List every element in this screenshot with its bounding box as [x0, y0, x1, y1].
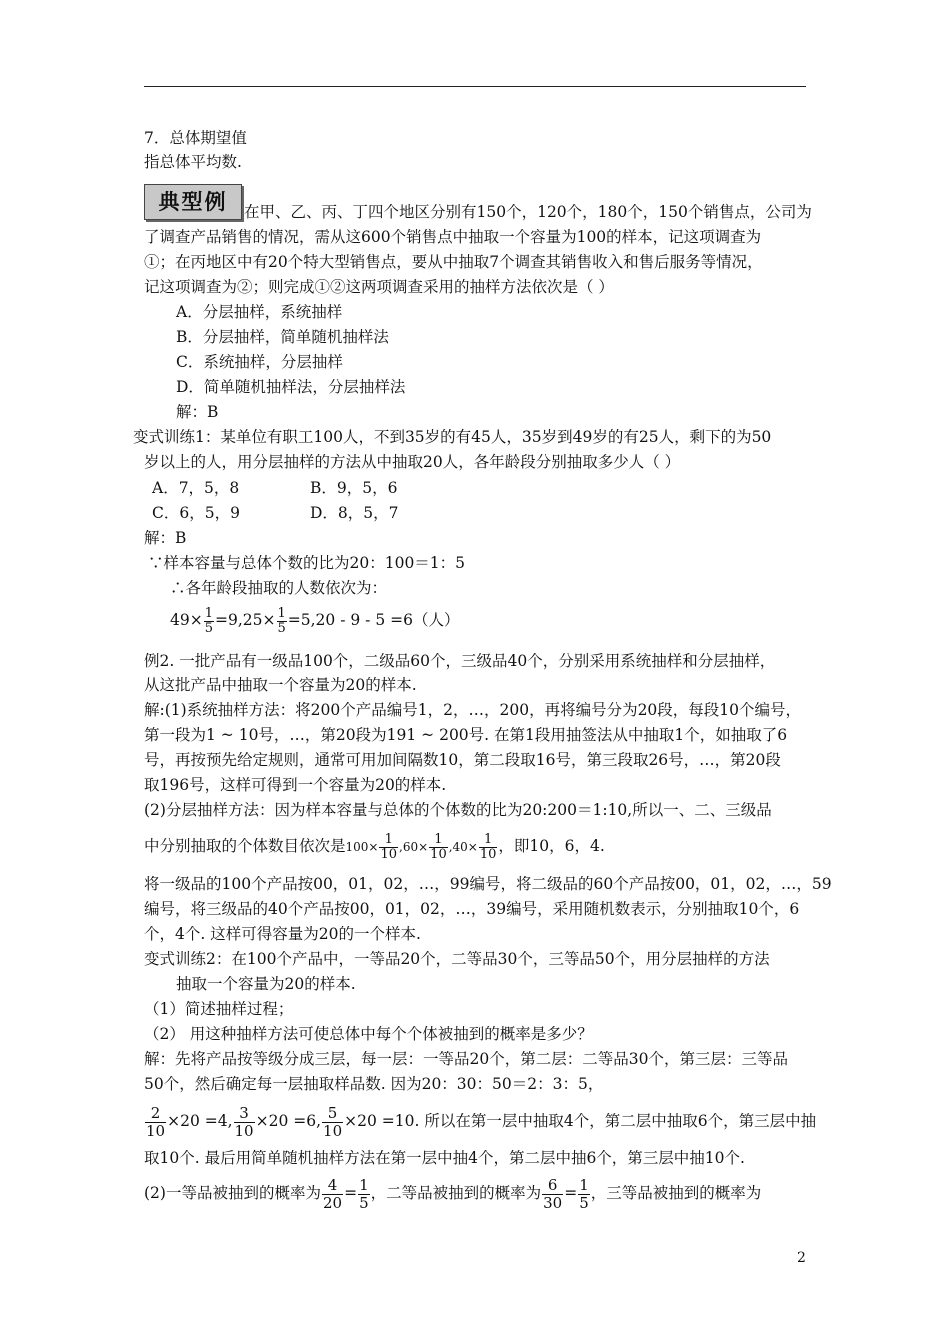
fraction: [578, 1177, 590, 1212]
ex1-option-d: D．简单随机抽样法，分层抽样法: [176, 378, 406, 396]
formula-text: ×20 =10: [344, 1112, 415, 1130]
var1-formula: [170, 603, 459, 637]
formula-text: ，即10，6，4.: [498, 837, 605, 855]
ex1-answer: 解：B: [176, 403, 219, 421]
ex1-line3: ①；在丙地区中有20个特大型销售点，要从中抽取7个调查其销售收入和售后服务等情况，: [144, 253, 763, 271]
fraction: [322, 1105, 343, 1140]
fraction-numerator: 3: [234, 1105, 255, 1123]
fraction-denominator: 10: [479, 846, 497, 862]
fraction: [479, 833, 498, 862]
fraction-denominator: 5: [579, 1193, 589, 1212]
formula-text: ，三等品被抽到的概率为: [590, 1184, 762, 1202]
fraction: [542, 1177, 563, 1212]
fraction: [234, 1105, 255, 1140]
ex2-solution-line6: [144, 829, 605, 864]
fraction-numerator: 1: [277, 605, 286, 621]
var2-equation-line: [144, 1101, 816, 1141]
fraction: [429, 833, 448, 862]
fraction: [379, 833, 398, 862]
ex2-solution-line4: 取196号，这样可得到一个容量为20的样本.: [144, 776, 447, 794]
ex2-solution-line9: 个，4个. 这样可得容量为20的一个样本.: [144, 925, 421, 943]
fraction: [204, 607, 214, 636]
ex1-option-a: A．分层抽样，系统抽样: [176, 303, 343, 321]
fraction-denominator: 20: [322, 1193, 343, 1212]
fraction: [277, 607, 287, 636]
formula-text: ，二等品被抽到的概率为: [370, 1184, 542, 1202]
item7-desc: 指总体平均数.: [144, 153, 242, 171]
fraction-numerator: 1: [379, 833, 398, 848]
formula-text: ,40×: [448, 840, 478, 854]
fraction-denominator: 5: [277, 620, 286, 636]
item7-title: 7．总体期望值: [144, 129, 247, 147]
var2-question2: （2） 用这种抽样方法可使总体中每个个体被抽到的概率是多少？: [144, 1025, 593, 1043]
page-number: 2: [797, 1250, 806, 1266]
var2-answer-line1: 解：先将产品按等级分成三层，每一层：一等品20个，第二层：二等品30个，第三层：三等品: [144, 1050, 788, 1068]
ex1-option-b: B．分层抽样，简单随机抽样法: [176, 328, 389, 346]
formula-text: =: [564, 1184, 578, 1202]
var1-option-c: C．6，5，9: [152, 504, 240, 522]
ex2-solution-line8: 编号，将三级品的40个产品按00，01，02，…，39编号，采用随机数表示，分别抽取10个，6: [144, 900, 800, 918]
ex1-line2: 了调查产品销售的情况，需从这600个销售点中抽取一个容量为100的样本，记这项调查为: [144, 228, 762, 246]
formula-text: ×20 =4,: [167, 1112, 233, 1130]
var2-line1: 变式训练2：在100个产品中，一等品20个，二等品30个，三等品50个，用分层抽样的方法: [144, 950, 770, 968]
fraction-numerator: 1: [359, 1175, 369, 1194]
formula-text: 中分别抽取的个体数目依次是: [144, 837, 346, 855]
fraction-denominator: 10: [146, 1121, 166, 1140]
fraction-numerator: 5: [322, 1105, 343, 1123]
fraction-denominator: 5: [359, 1193, 369, 1212]
fraction-numerator: 1: [429, 833, 448, 848]
ex2-solution-line3: 号，再按预先给定规则，通常可用加间隔数10，第二段取16号，第三段取26号，…，第20段: [144, 751, 781, 769]
var2-line2: 抽取一个容量为20的样本.: [176, 975, 356, 993]
ex2-solution-line1: 解:(1)系统抽样方法：将200个产品编号1，2，…，200，再将编号分为20段，每段10个编号，: [144, 701, 802, 719]
ex2-solution-line7: 将一级品的100个产品按00，01，02，…，99编号，将二级品的60个产品按00，01，02，…，59: [144, 875, 832, 893]
var1-option-a: A．7，5，8: [152, 479, 240, 497]
formula-text: =: [344, 1184, 358, 1202]
var1-because: ∵样本容量与总体个数的比为20：100＝1：5: [148, 554, 466, 572]
formula-text: 100×: [345, 840, 379, 854]
var1-option-d: D．8，5，7: [310, 504, 399, 522]
fraction-denominator: 5: [204, 620, 213, 636]
ex1-line4: 记这项调查为②；则完成①②这两项调查采用的抽样方法依次是（ ）: [144, 278, 614, 296]
var2-answer-line2: 50个，然后确定每一层抽取样品数. 因为20：30：50＝2：3：5，: [144, 1075, 604, 1093]
var1-line1: 变式训练1：某单位有职工100人，不到35岁的有45人，35岁到49岁的有25人，剩下的为50: [133, 428, 772, 446]
fraction-numerator: 6: [542, 1177, 563, 1195]
var1-line2: 岁以上的人，用分层抽样的方法从中抽取20人，各年龄段分别抽取多少人（ ）: [144, 453, 681, 471]
fraction-numerator: 2: [145, 1105, 166, 1123]
ex2-line2: 从这批产品中抽取一个容量为20的样本.: [144, 676, 417, 694]
ex2-line1: 例2. 一批产品有一级品100个，二级品60个，三级品40个，分别采用系统抽样和分层抽样，: [144, 652, 776, 670]
fraction-numerator: 1: [579, 1175, 589, 1194]
formula-text: . 所以在第一层中抽取4个，第二层中抽取6个，第三层中抽: [414, 1112, 817, 1130]
var2-answer-line4: 取10个. 最后用简单随机抽样方法在第一层中抽4个，第二层中抽6个，第三层中抽10个.: [144, 1149, 745, 1167]
fraction-numerator: 4: [322, 1177, 343, 1195]
fraction-denominator: 10: [380, 846, 398, 862]
var1-therefore: ∴各年龄段抽取的人数依次为：: [170, 579, 388, 597]
formula-text: ×20 =6,: [255, 1112, 322, 1130]
formula-text: =9,25×: [215, 611, 276, 629]
fraction: [322, 1177, 343, 1212]
fraction: [145, 1105, 166, 1140]
fraction-numerator: 1: [479, 833, 498, 848]
fraction-denominator: 10: [430, 846, 447, 862]
var2-question1: （1）简述抽样过程；: [144, 1000, 294, 1018]
fraction-denominator: 10: [234, 1121, 254, 1140]
formula-text: 49×: [170, 611, 203, 629]
formula-text: ,60×: [399, 840, 429, 854]
var2-probability-line: [144, 1173, 761, 1213]
fraction-numerator: 1: [204, 605, 213, 621]
formula-text: (2)一等品被抽到的概率为: [144, 1184, 321, 1202]
example-label-box: 典型例: [144, 184, 242, 220]
fraction: [358, 1177, 370, 1212]
formula-text: =5,20 - 9 - 5 =6（人）: [287, 611, 460, 629]
header-rule: [144, 86, 806, 87]
var1-option-b: B．9，5，6: [310, 479, 398, 497]
fraction-denominator: 30: [543, 1193, 563, 1212]
fraction-denominator: 10: [323, 1121, 343, 1140]
var1-answer: 解：B: [144, 529, 187, 547]
ex2-solution-line2: 第一段为1 ~ 10号，…，第20段为191 ~ 200号. 在第1段用抽签法从中抽取1个，如抽取了6: [144, 726, 788, 744]
ex1-line1: 在甲、乙、丙、丁四个地区分别有150个，120个，180个，150个销售点，公司为: [244, 203, 812, 221]
ex2-solution-line5: (2)分层抽样方法：因为样本容量与总体的个体数的比为20:200＝1:10,所以一、二、三级品: [144, 801, 772, 819]
ex1-option-c: C．系统抽样，分层抽样: [176, 353, 343, 371]
